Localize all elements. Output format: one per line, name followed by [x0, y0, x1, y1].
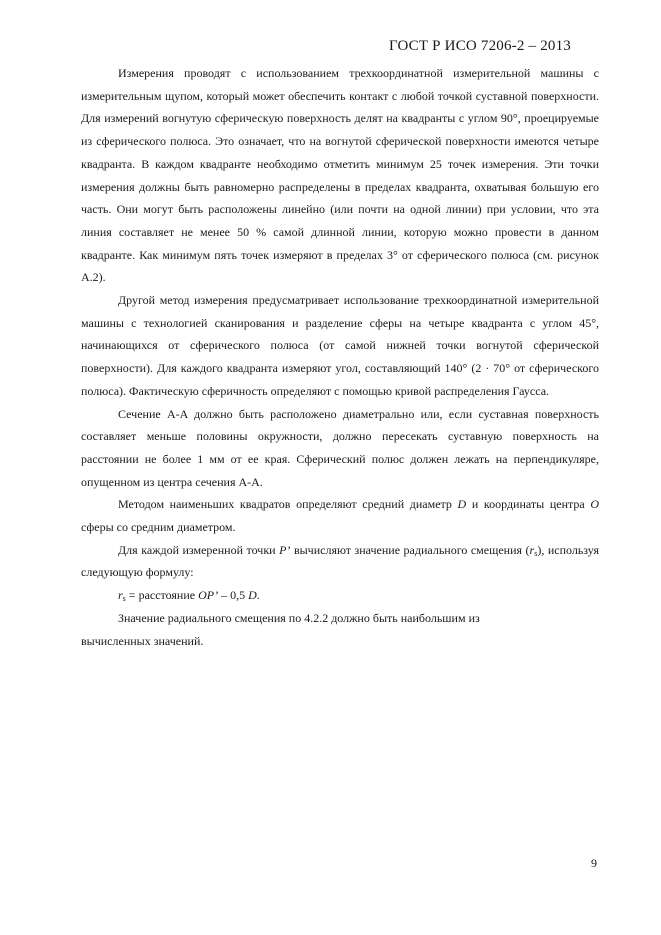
text-segment: – 0,5 [221, 588, 246, 603]
text-segment: сферы со средним диаметром. [81, 520, 236, 535]
text-segment: вычисляют значение радиального смещения ( [293, 542, 530, 557]
text-segment: . [256, 588, 260, 603]
paragraph-measurement-method: Измерения проводят с использованием трехкоординатной измерительной машины с измерительным щупом, который может обеспечить контакт с любой точкой суставной поверхности. Для измерений вогнутую сферическую поверхность делят на квадранты с углом 90°, проецируемые из сферического полюса. Это означает, что на вогнутой сферической поверхности имеются четыре квадранта. В каждом квадранте необходимо отметить минимум 25 точек измерения. Эти точки измерения должны быть равномерно распределены в пределах квадранта, охватывая большую его часть. Они могут быть расположены линейно (или почти на одной линии) при условии, что эта линия составляет не менее 50 % самой длинной линии, которую можно провести в данном квадранте. Как минимум пять точек измеряют в пределах 3° от сферического полюса (см. рисунок A.2). [81, 66, 599, 285]
text-segment: и координаты центра [471, 497, 585, 512]
variable-op: OP’ [198, 588, 219, 603]
paragraph-section-aa: Сечение A-A должно быть расположено диаметрально или, если суставная поверхность составляет меньше половины окружности, должно пересекать суставную поверхность на расстоянии не более 1 мм от ее края. Сферический полюс должен лежать на перпендикуляре, опущенном из центра сечения A-A. [81, 406, 599, 489]
page-number: 9 [591, 856, 597, 870]
text-segment: ), используя следующую формулу: [81, 542, 600, 580]
subscript-s: s [122, 594, 126, 604]
paragraph-conclusion: Значение радиального смещения по 4.2.2 должно быть наибольшим из вычисленных значений. [81, 610, 480, 648]
variable-p: P’ [279, 542, 291, 557]
document-body [81, 62, 599, 652]
paragraph-radial-offset [81, 539, 599, 584]
text-segment: Для каждой измеренной точки [118, 542, 276, 557]
text-segment: = расстояние [128, 588, 196, 603]
variable-d: D [457, 497, 467, 512]
variable-r: r [118, 588, 123, 603]
text-segment: Методом наименьших квадратов определяют средний диаметр [118, 497, 452, 512]
subscript-s: s [534, 548, 538, 558]
formula-radial-offset [81, 584, 599, 607]
paragraph-least-squares [81, 493, 599, 538]
paragraph-scanning-method: Другой метод измерения предусматривает использование трехкоординатной измерительной машины с технологией сканирования и разделение сферы на четыре квадранта с углом 45°, начинающихся от сферического полюса (от самой нижней точки вогнутой сферической поверхности). Для каждого квадранта измеряют угол, составляющий 140° (2 · 70° от сферического полюса). Фактическую сферичность определяют с помощью кривой распределения Гаусса. [81, 293, 599, 398]
variable-d: D [248, 588, 257, 603]
variable-r: r [529, 542, 535, 557]
variable-o: O [590, 497, 600, 512]
document-header: ГОСТ Р ИСО 7206-2 – 2013 [388, 38, 571, 54]
